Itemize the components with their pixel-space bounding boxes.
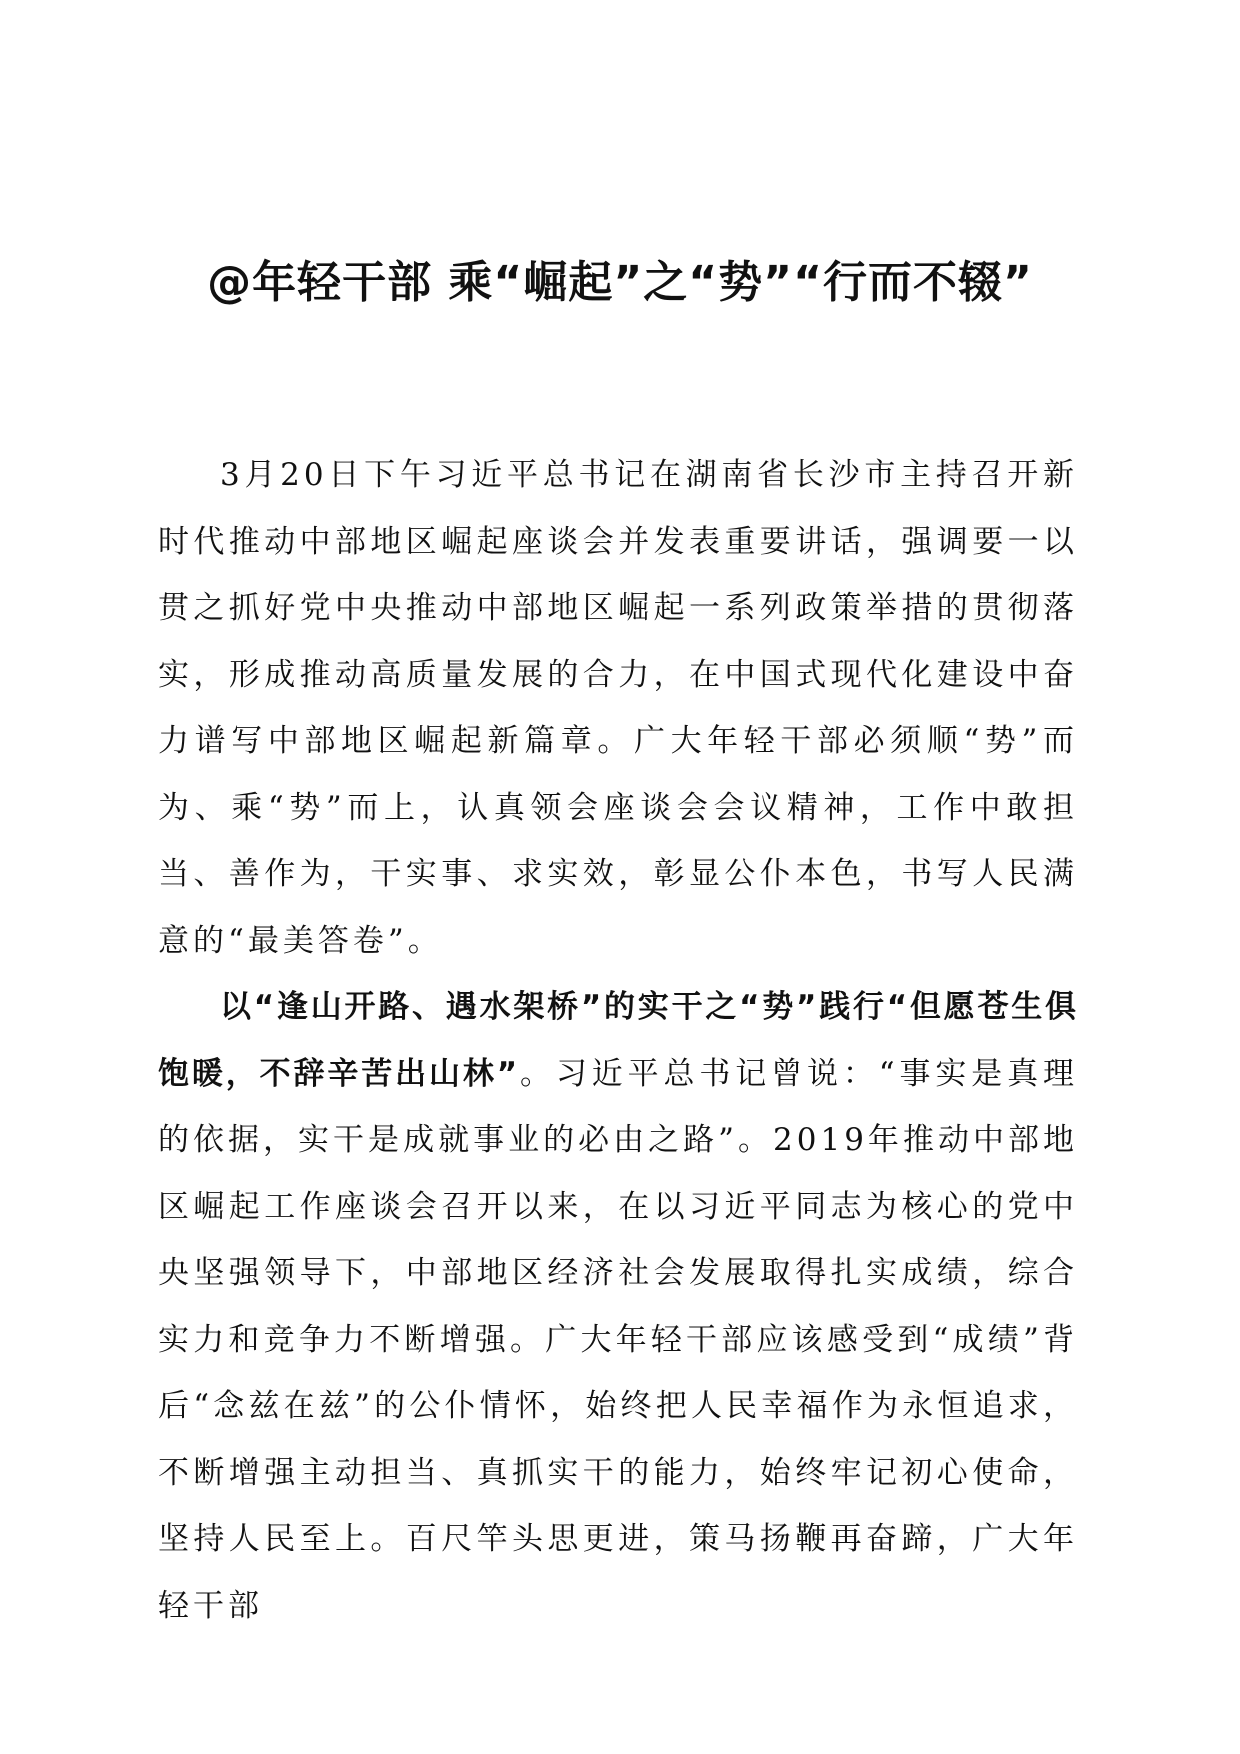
document-body	[158, 442, 1078, 1639]
section-heading: 以“逢山开路、遇水架桥”的实干之“势”践行“但愿苍生俱饱暖，不辞辛苦出山林”	[158, 989, 1078, 1092]
paragraph-text: 。习近平总书记曾说：“事实是真理的依据，实干是成就事业的必由之路”。2019年推动中部地区崛起工作座谈会召开以来，在以习近平同志为核心的党中央坚强领导下，中部地区经济社会发展取得扎实成绩，综合实力和竞争力不断增强。广大年轻干部应该感受到“成绩”背后“念兹在兹”的公仆情怀，始终把人民幸福作为永恒追求，不断增强主动担当、真抓实干的能力，始终牢记初心使命，坚持人民至上。百尺竿头思更进，策马扬鞭再奋蹄，广大年轻干部	[158, 1055, 1078, 1624]
paragraph-text: 3月20日下午习近平总书记在湖南省长沙市主持召开新时代推动中部地区崛起座谈会并发表重要讲话，强调要一以贯之抓好党中央推动中部地区崛起一系列政策举措的贯彻落实，形成推动高质量发展的合力，在中国式现代化建设中奋力谱写中部地区崛起新篇章。广大年轻干部必须顺“势”而为、乘“势”而上，认真领会座谈会会议精神，工作中敢担当、善作为，干实事、求实效，彰显公仆本色，书写人民满意的“最美答卷”。	[158, 457, 1078, 959]
paragraph-section-1	[158, 974, 1078, 1639]
document-title: @年轻干部 乘“崛起”之“势”“行而不辍”	[207, 257, 1033, 308]
paragraph-intro	[158, 442, 1078, 974]
